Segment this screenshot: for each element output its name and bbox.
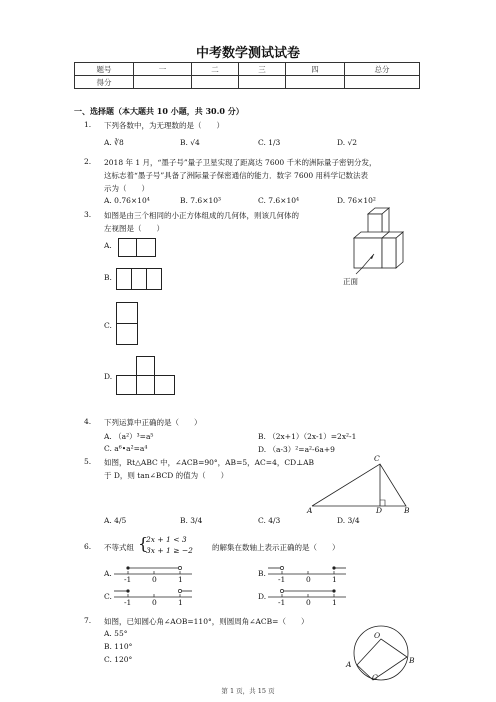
question-text: 下列运算中正确的是（ ） <box>104 418 202 427</box>
option-c[interactable]: C. 120° <box>104 655 133 664</box>
circle-figure <box>345 625 419 683</box>
table-cell <box>345 76 420 89</box>
axis-tick-label: -1 <box>278 598 286 607</box>
point-label-d: D <box>376 506 383 515</box>
option-b[interactable]: B. √4 <box>180 138 200 147</box>
question-text-line: 如图是由三个相同的小正方体组成的几何体，则该几何体的 <box>104 211 299 220</box>
axis-tick-label: 1 <box>178 575 183 584</box>
point-label-c: C <box>372 673 378 682</box>
triangle-figure <box>306 456 418 514</box>
question-number: 7. <box>84 616 92 625</box>
table-cell: 二 <box>192 63 239 76</box>
view-square <box>136 375 155 395</box>
table-cell: 三 <box>239 63 286 76</box>
option-a[interactable]: A. 0.76×10⁴ <box>104 196 150 205</box>
option-c[interactable]: C. 4/3 <box>258 516 281 525</box>
question-number: 4. <box>84 417 92 426</box>
option-b[interactable]: B. （2x+1）（2x-1）=2x²-1 <box>258 432 357 441</box>
table-cell <box>239 76 286 89</box>
point-label-b: B <box>409 656 415 665</box>
option-a[interactable]: A. （a²）³=a⁵ <box>104 432 154 441</box>
table-row <box>75 63 420 76</box>
question-text: 下列各数中，为无理数的是（ ） <box>104 121 224 130</box>
view-square <box>116 375 137 395</box>
question-text-line: 2018 年 1 月，“墨子号”量子卫星实现了距离达 7600 千米的洲际量子密钥分发， <box>104 158 377 167</box>
table-cell <box>192 76 239 89</box>
option-d[interactable]: D. √2 <box>337 138 358 147</box>
option-b[interactable]: B. 7.6×10³ <box>180 196 222 205</box>
table-cell: 四 <box>286 63 345 76</box>
page-footer: 第 1 页，共 15 页 <box>221 687 275 695</box>
table-cell: 总分 <box>345 63 420 76</box>
option-b[interactable]: B. 110° <box>104 642 133 651</box>
view-square <box>116 323 138 345</box>
axis-tick-label: 0 <box>306 575 311 584</box>
view-divider <box>146 268 147 290</box>
option-c[interactable]: C. <box>104 592 112 601</box>
option-d[interactable]: D. （a-3）²=a²-6a+9 <box>258 445 335 454</box>
option-a[interactable]: A. 55° <box>104 629 128 638</box>
view-divider <box>131 268 132 290</box>
question-number: 3. <box>84 210 92 219</box>
table-cell <box>286 76 345 89</box>
option-c[interactable]: C. <box>104 321 112 330</box>
page-title: 中考数学测试试卷 <box>195 46 300 61</box>
table-cell: 题号 <box>75 63 134 76</box>
table-cell <box>134 76 192 89</box>
question-number: 1. <box>84 120 92 129</box>
point-label-a: A <box>346 660 352 669</box>
table-row <box>75 76 420 89</box>
question-text-prefix: 不等式组 <box>104 543 134 552</box>
question-text-line: 如图，Rt△ABC 中，∠ACB=90°，AB=5，AC=4，CD⊥AB <box>104 458 315 467</box>
question-number: 2. <box>84 157 92 166</box>
question-text-line: 示为（ ） <box>104 184 149 193</box>
option-a[interactable]: A. <box>104 569 112 578</box>
option-c[interactable]: C. 1/3 <box>258 138 281 147</box>
question-text-line: 于 D，则 tan∠BCD 的值为（ ） <box>104 471 229 480</box>
point-label-c: C <box>374 454 380 463</box>
view-square <box>136 356 155 376</box>
figure-label: 正面 <box>343 277 358 286</box>
axis-tick-label: -1 <box>124 598 132 607</box>
table-cell: 一 <box>134 63 192 76</box>
question-text-line: 这标志着“墨子号”具备了洲际量子保密通信的能力．数字 7600 用科学记数法表 <box>104 171 369 180</box>
axis-tick-label: 0 <box>152 575 157 584</box>
inequality-line: 2x + 1 < 3 <box>146 535 187 544</box>
axis-tick-label: -1 <box>124 575 132 584</box>
question-text-line: 左视图是（ ） <box>104 224 164 233</box>
option-b[interactable]: B. <box>104 273 112 282</box>
table-cell: 得分 <box>75 76 134 89</box>
option-b[interactable]: B. <box>258 569 266 578</box>
option-d[interactable]: D. <box>104 372 113 381</box>
question-text: 如图，已知圆心角∠AOB=110°，则圆周角∠ACB=（ ） <box>104 617 309 626</box>
option-d[interactable]: D. 3/4 <box>337 516 360 525</box>
view-square <box>136 238 156 257</box>
axis-tick-label: 1 <box>178 598 183 607</box>
option-a[interactable]: A. <box>104 241 112 250</box>
option-a[interactable]: A. 4/5 <box>104 516 127 525</box>
question-text-suffix: 的解集在数轴上表示正确的是（ ） <box>212 543 340 552</box>
view-square <box>154 375 175 395</box>
point-label-o: O <box>374 631 381 640</box>
axis-tick-label: 0 <box>152 598 157 607</box>
option-b[interactable]: B. 3/4 <box>180 516 203 525</box>
axis-tick-label: 0 <box>306 598 311 607</box>
section-heading: 一、选择题（本大题共 10 小题，共 30.0 分） <box>74 106 244 116</box>
brace-icon: { <box>138 534 149 553</box>
option-d[interactable]: D. 76×10² <box>337 196 376 205</box>
score-table <box>74 62 420 89</box>
axis-tick-label: -1 <box>278 575 286 584</box>
option-d[interactable]: D. <box>258 592 267 601</box>
inequality-line: 3x + 1 ≥ −2 <box>146 546 193 555</box>
view-square <box>116 302 138 324</box>
question-number: 5. <box>84 457 92 466</box>
point-label-a: A <box>307 506 313 515</box>
view-rect <box>116 268 162 290</box>
axis-tick-label: 1 <box>332 575 337 584</box>
point-label-b: B <box>404 506 410 515</box>
option-c[interactable]: C. a⁶•a²=a⁴ <box>104 444 148 453</box>
axis-tick-label: 1 <box>332 598 337 607</box>
question-number: 6. <box>84 542 92 551</box>
view-square <box>118 238 137 257</box>
option-a[interactable]: A. ∛8 <box>104 138 124 147</box>
option-c[interactable]: C. 7.6×10⁴ <box>258 196 300 205</box>
